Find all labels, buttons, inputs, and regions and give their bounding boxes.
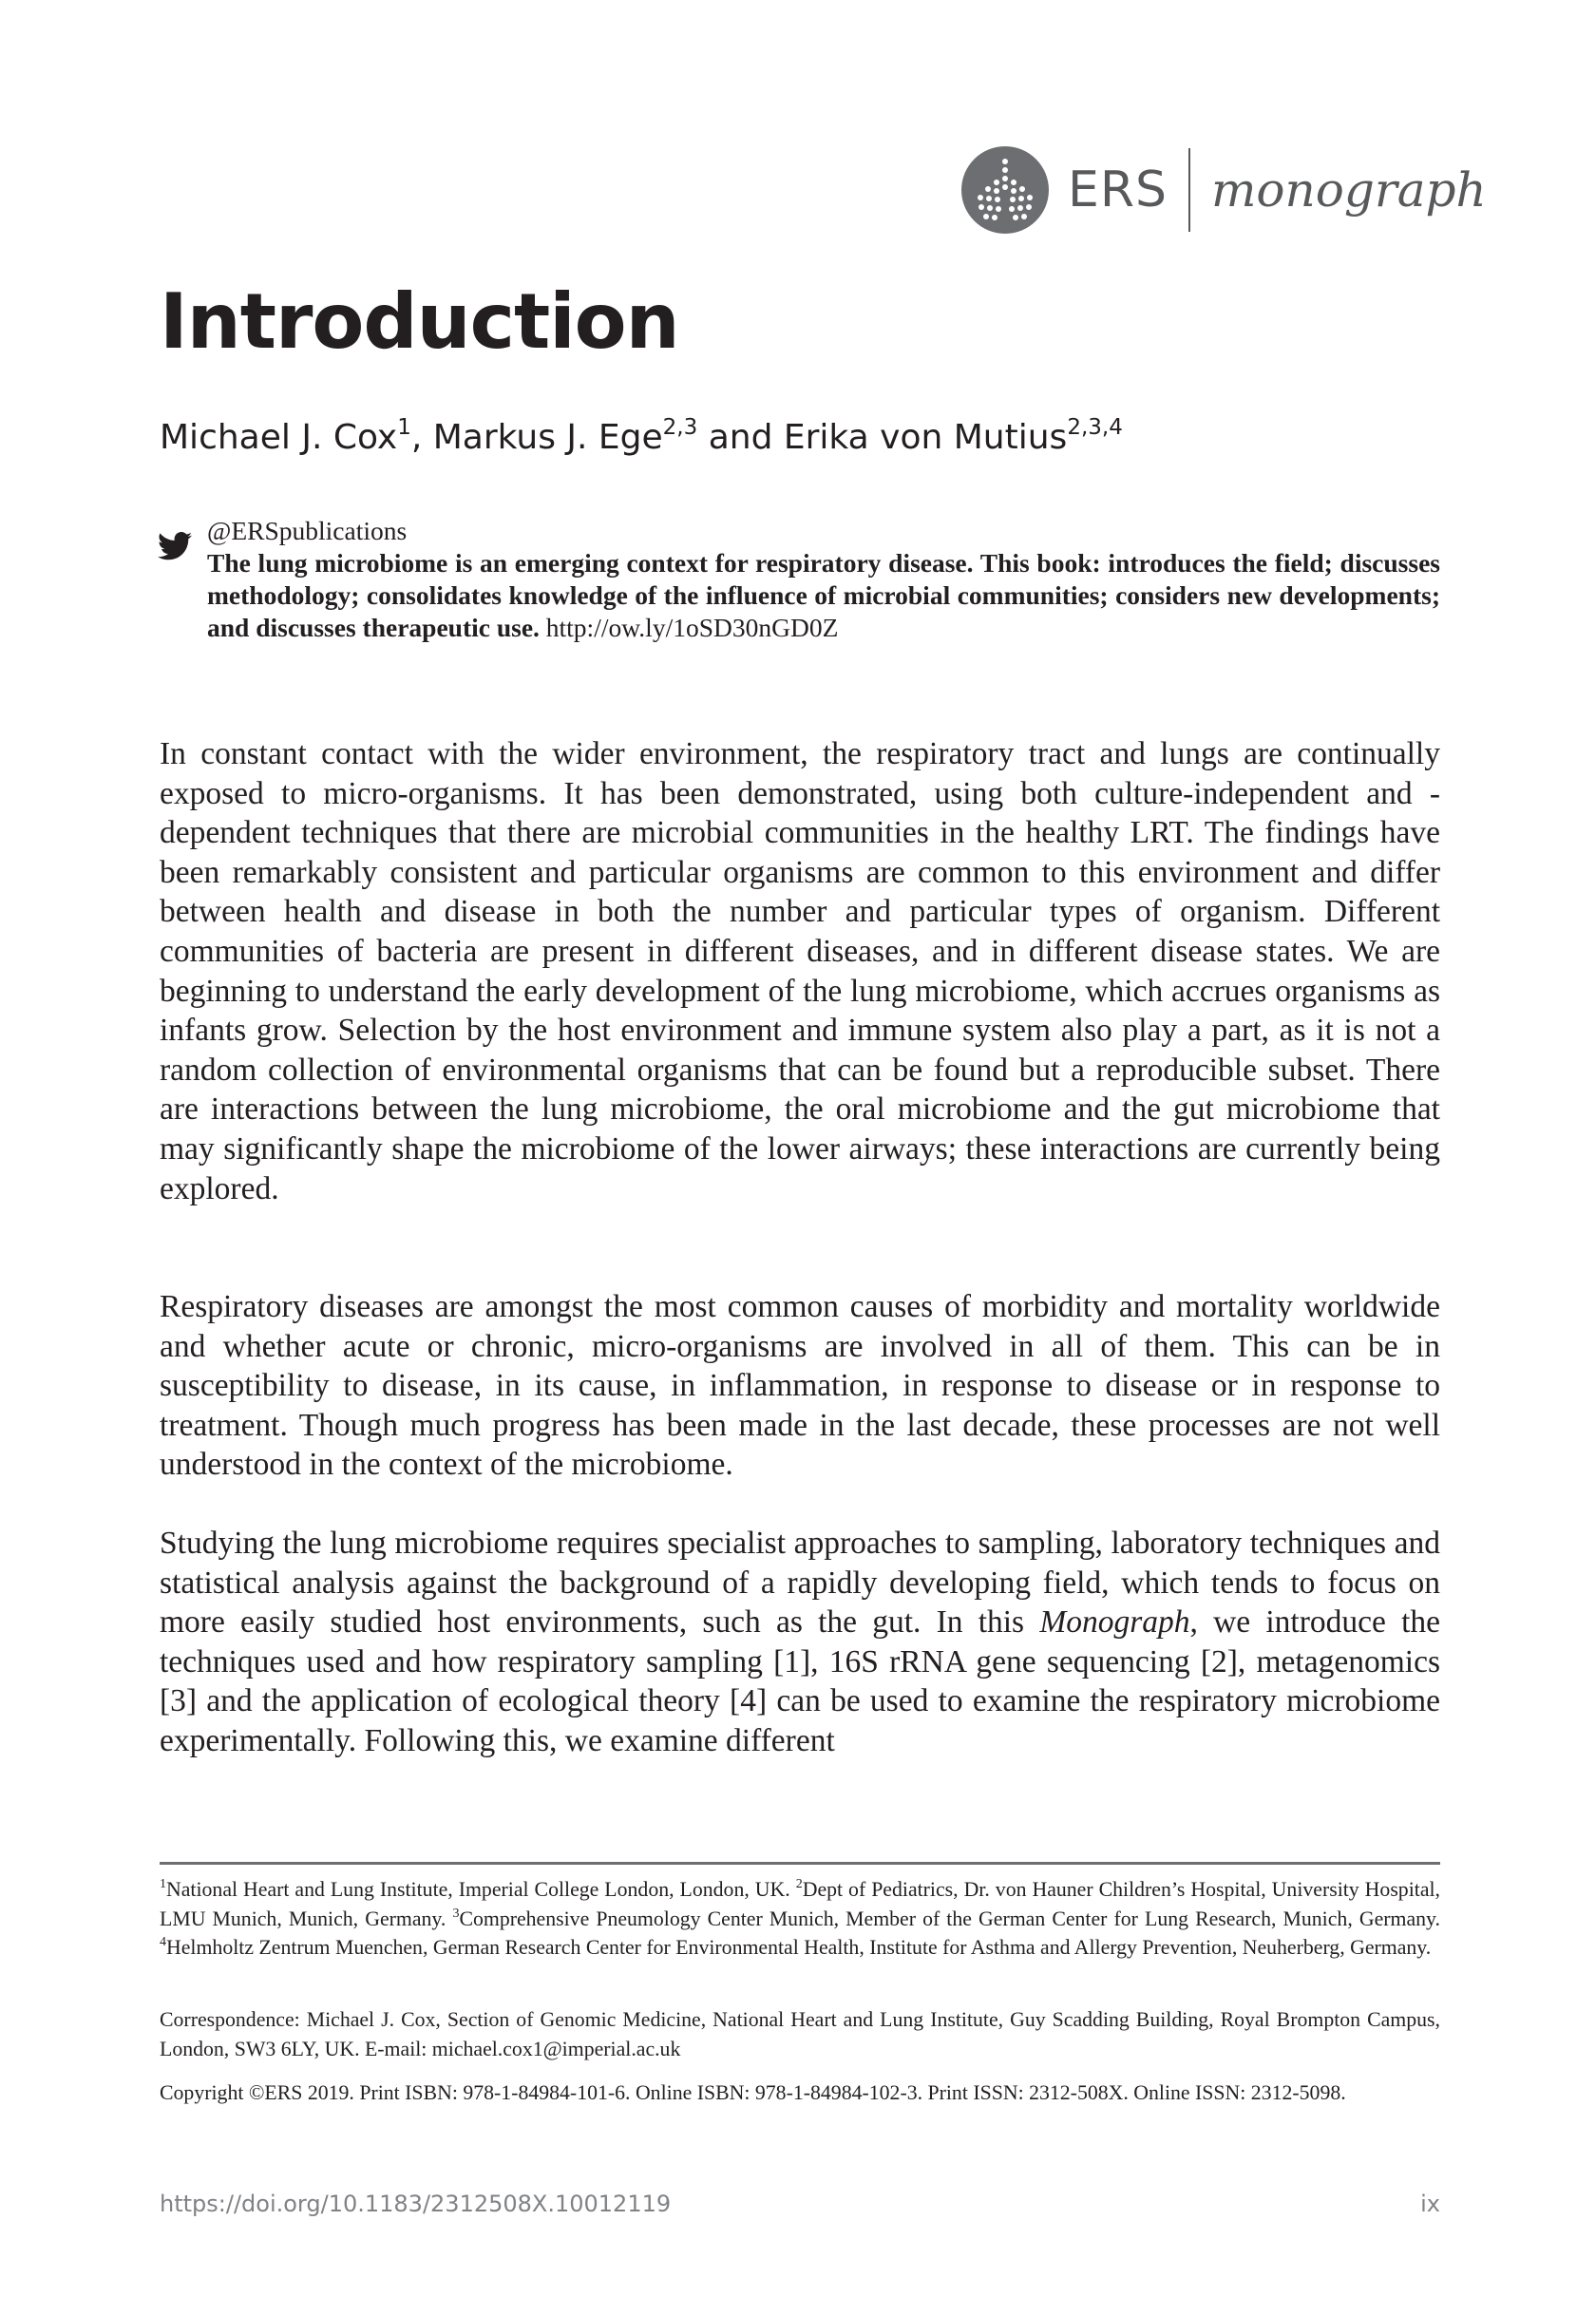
tweet-block — [207, 515, 1440, 644]
affiliation-mark: 2,3,4 — [1067, 415, 1123, 440]
affiliation-mark: 2 — [795, 1877, 803, 1891]
twitter-bird-icon — [158, 532, 192, 560]
author-name: Erika von Mutius — [783, 418, 1068, 457]
page-title: Introduction — [160, 277, 679, 366]
body-paragraph-1: In constant contact with the wider environment, the respiratory tract and lungs are continually exposed to micro-organisms. It has been demonstrated, using both culture-independent and -dependent techniques that there are microbial communities in the healthy LRT. The findings have been remarkably consistent and particular organisms are common to this environment and differ between health and disease in both the number and particular types of organism. Different communities of bacteria are present in different diseases, and in different disease states. We are beginning to understand the early development of the lung microbiome, which accrues organisms as infants grow. Selection by the host environment and immune system also play a part, as it is not a random collection of environmental organisms that can be found but a reproducible subset. There are interactions between the lung microbiome, the oral microbiome and the gut microbiome that may significantly shape the microbiome of the lower airways; these interactions are currently being explored. — [160, 736, 1440, 1206]
correspondence-footnote: Correspondence: Michael J. Cox, Section of Genomic Medicine, National Heart and Lung Institute, Guy Scadding Building, Royal Brompton Campus, London, SW3 6LY, UK. E-mail: michael.cox1@imperial.ac.uk — [160, 2008, 1440, 2060]
ers-monograph-logo — [961, 142, 1487, 237]
affiliation-mark: 1 — [397, 415, 411, 440]
logo-ers-text: ERS — [1068, 161, 1168, 218]
body-text: , we introduce the techniques used and how respiratory sampling [1], 16S rRNA gene sequencing [2], metagenomics [3] and the application of ecological theory [4] can be used to examine the respiratory microbiome experimentally. Following this, we examine different — [160, 1604, 1441, 1758]
body-emphasis: Monograph — [1039, 1604, 1190, 1641]
twitter-handle[interactable]: @ERSpublications — [207, 516, 408, 545]
footnote-divider — [160, 1862, 1440, 1865]
author-list — [160, 415, 1123, 457]
ers-lung-logo-icon — [961, 146, 1049, 234]
affiliation-text: Comprehensive Pneumology Center Munich, Member of the German Center for Lung Research, Munich, Germany. — [459, 1907, 1440, 1930]
tweet-message: The lung microbiome is an emerging context for respiratory disease. This book: introduces the field; discusses methodology; consolidates knowledge of the influence of microbial communities; considers new developments; and discusses therapeutic use. — [207, 548, 1440, 642]
affiliation-text: National Heart and Lung Institute, Imperial College London, London, UK. — [166, 1878, 796, 1901]
logo-divider — [1188, 148, 1190, 232]
author-name: Markus J. Ege — [432, 418, 663, 457]
page-number: ix — [1420, 2191, 1440, 2217]
affiliation-mark: 1 — [160, 1877, 166, 1891]
affiliation-text: Dept of Pediatrics, Dr. von Hauner Children’s Hospital, University Hospital, LMU Munich, Munich, Germany. — [160, 1878, 1440, 1930]
author-name: Michael J. Cox — [160, 418, 398, 457]
author-separator: , — [410, 418, 433, 457]
body-paragraph-3 — [160, 1524, 1440, 1761]
affiliation-mark: 4 — [160, 1935, 166, 1949]
affiliation-mark: 2,3 — [662, 415, 698, 440]
affiliation-text: Helmholtz Zentrum Muenchen, German Research Center for Environmental Health, Institute for Asthma and Allergy Prevention, Neuherberg, Germany. — [166, 1936, 1432, 1959]
body-paragraph-2: Respiratory diseases are amongst the most common causes of morbidity and mortality worldwide and whether acute or chronic, micro-organisms are involved in all of them. This can be in susceptibility to disease, in its cause, in inflammation, in response to disease or in response to treatment. Though much progress has been made in the last decade, these processes are not well understood in the context of the microbiome. — [160, 1289, 1440, 1483]
tweet-link[interactable]: http://ow.ly/1oSD30nGD0Z — [545, 613, 839, 642]
affiliations-footnote — [160, 1875, 1440, 1963]
logo-monograph-text: monograph — [1211, 162, 1487, 218]
doi-link[interactable]: https://doi.org/10.1183/2312508X.10012119 — [160, 2191, 672, 2217]
affiliation-mark: 3 — [452, 1906, 460, 1921]
author-separator: and — [697, 418, 784, 457]
copyright-footnote: Copyright ©ERS 2019. Print ISBN: 978-1-84984-101-6. Online ISBN: 978-1-84984-102-3. Print ISSN: 2312-508X. Online ISSN: 2312-5098. — [160, 2081, 1346, 2104]
body-text: Studying the lung microbiome requires specialist approaches to sampling, laboratory techniques and statistical analysis against the background of a rapidly developing field, which tends to focus on more easily studied host environments, such as the gut. In this — [160, 1526, 1440, 1641]
